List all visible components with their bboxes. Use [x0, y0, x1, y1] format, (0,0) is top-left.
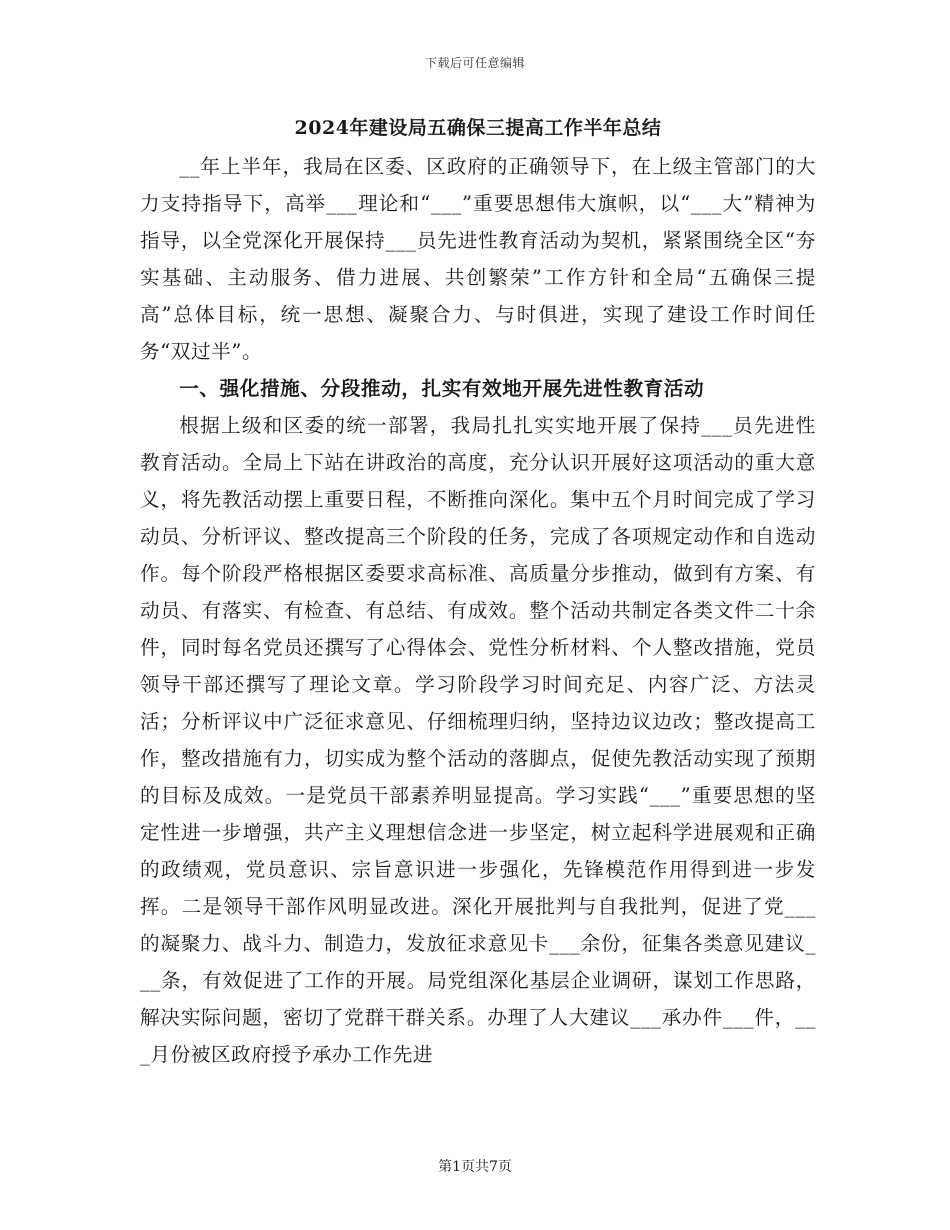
document-body [140, 148, 816, 1073]
section-heading: 一、强化措施、分段推动，扎实有效地开展先进性教育活动 [179, 377, 705, 400]
document-title: 2024年建设局五确保三提高工作半年总结 [294, 117, 662, 139]
header-note: 下载后可任意编辑 [424, 56, 525, 70]
page-number: 第1页共7页 [438, 1159, 512, 1175]
section-paragraph: 根据上级和区委的统一部署，我局扎扎实实地开展了保持___员先进性教育活动。全局上下站在讲政治的高度，充分认识开展好这项活动的重大意义，将先教活动摆上重要日程，不断推向深化。集中五个月时间完成了学习动员、分析评议、整改提高三个阶段的任务，完成了各项规定动作和自选动作。每个阶段严格根据区委要求高标准、高质量分步推动，做到有方案、有动员、有落实、有检查、有总结、有成效。整个活动共制定各类文件二十余件，同时每名党员还撰写了心得体会、党性分析材料、个人整改措施，党员领导干部还撰写了理论文章。学习阶段学习时间充足、内容广泛、方法灵活；分析评议中广泛征求意见、仔细梳理归纳，坚持边议边改；整改提高工作，整改措施有力，切实成为整个活动的落脚点，促使先教活动实现了预期的目标及成效。一是党员干部素养明显提高。学习实践“___”重要思想的坚定性进一步增强，共产主义理想信念进一步坚定，树立起科学进展观和正确的政绩观，党员意识、宗旨意识进一步强化，先锋模范作用得到进一步发挥。二是领导干部作风明显改进。深化开展批判与自我批判，促进了党___的凝聚力、战斗力、制造力，发放征求意见卡___余份，征集各类意见建议___条，有效促进了工作的开展。局党组深化基层企业调研，谋划工作思路，解决实际问题，密切了党群干群关系。办理了人大建议___承办件___件，___月份被区政府授予承办工作先进 [140, 414, 816, 1066]
intro-paragraph: __年上半年，我局在区委、区政府的正确领导下，在上级主管部门的大力支持指导下，高举___理论和“___”重要思想伟大旗帜，以“___大”精神为指导，以全党深化开展保持___员先进性教育活动为契机，紧紧围绕全区“夯实基础、主动服务、借力进展、共创繁荣”工作方针和全局“五确保三提高”总体目标，统一思想、凝聚合力、与时俱进，实现了建设工作时间任务“双过半”。 [140, 155, 816, 363]
